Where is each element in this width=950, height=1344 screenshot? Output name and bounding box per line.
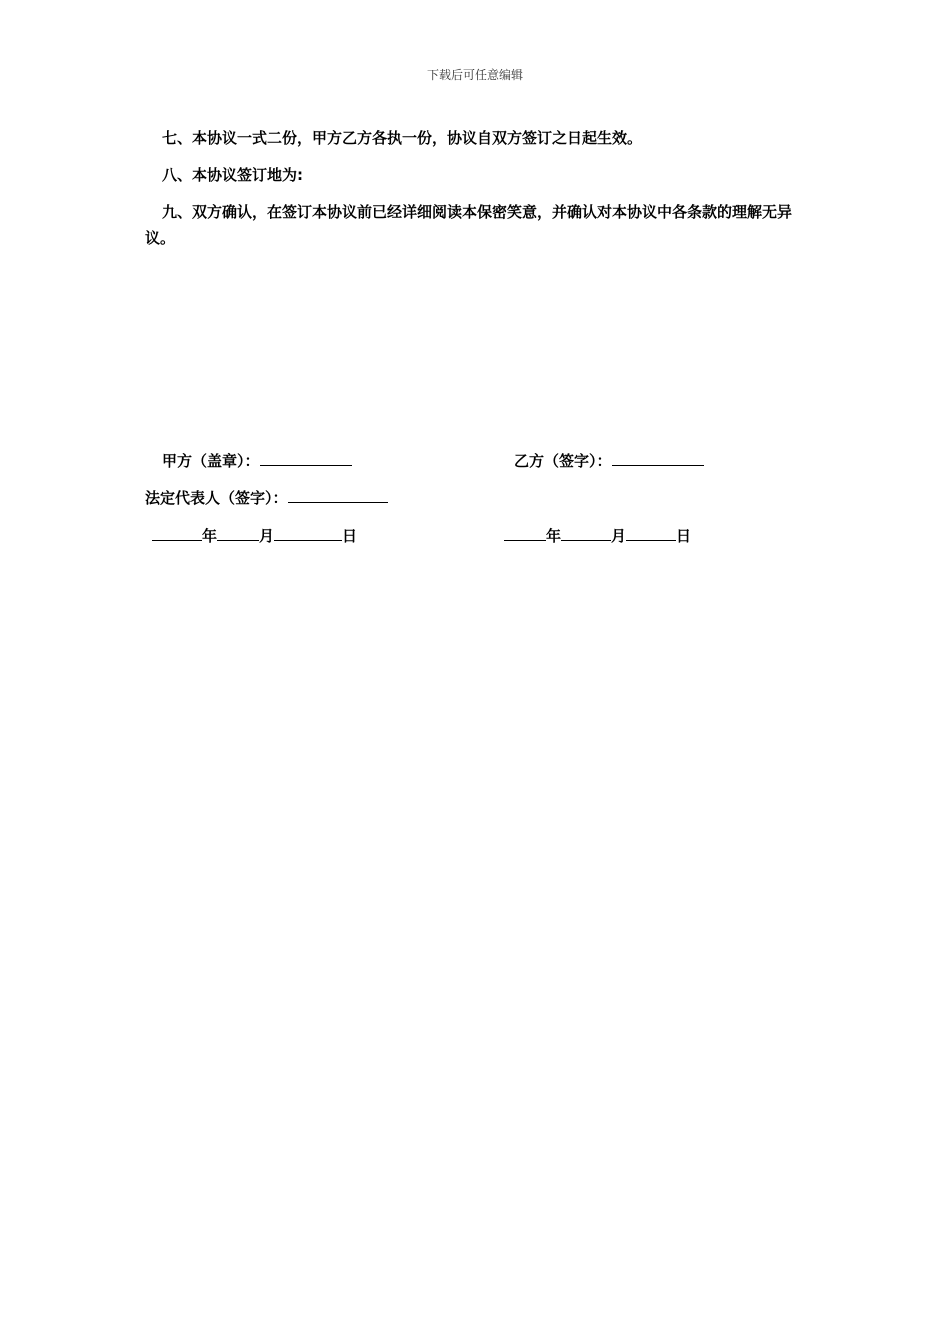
party-b-day-blank[interactable] [626,526,676,541]
party-a-signature-line [162,451,352,471]
legal-rep-signature-line [145,488,388,508]
clause-nine: 九、双方确认，在签订本协议前已经详细阅读本保密笑意，并确认对本协议中各条款的理解无异议。 [145,203,793,247]
party-b-label: 乙方（签字）： [514,452,612,470]
legal-rep-label: 法定代表人（签字）： [145,489,288,507]
party-a-blank[interactable] [260,451,352,466]
party-b-signature-line [514,451,704,471]
clause-eight: 八、本协议签订地为: [162,166,303,184]
party-a-year-label: 年 [202,527,218,545]
party-b-day-label: 日 [676,527,692,545]
party-a-month-blank[interactable] [217,526,259,541]
party-b-year-label: 年 [546,527,562,545]
legal-rep-blank[interactable] [288,488,388,503]
party-a-day-blank[interactable] [274,526,342,541]
party-a-year-blank[interactable] [152,526,202,541]
party-b-date-line [504,526,691,546]
party-b-month-blank[interactable] [561,526,611,541]
clause-seven: 七、本协议一式二份，甲方乙方各执一份，协议自双方签订之日起生效。 [162,129,643,147]
header-note: 下载后可任意编辑 [426,68,523,82]
party-a-label: 甲方（盖章）： [162,452,260,470]
party-b-year-blank[interactable] [504,526,546,541]
party-a-month-label: 月 [259,527,275,545]
party-a-day-label: 日 [342,527,358,545]
party-a-date-line [152,526,357,546]
party-b-blank[interactable] [612,451,704,466]
party-b-month-label: 月 [611,527,627,545]
